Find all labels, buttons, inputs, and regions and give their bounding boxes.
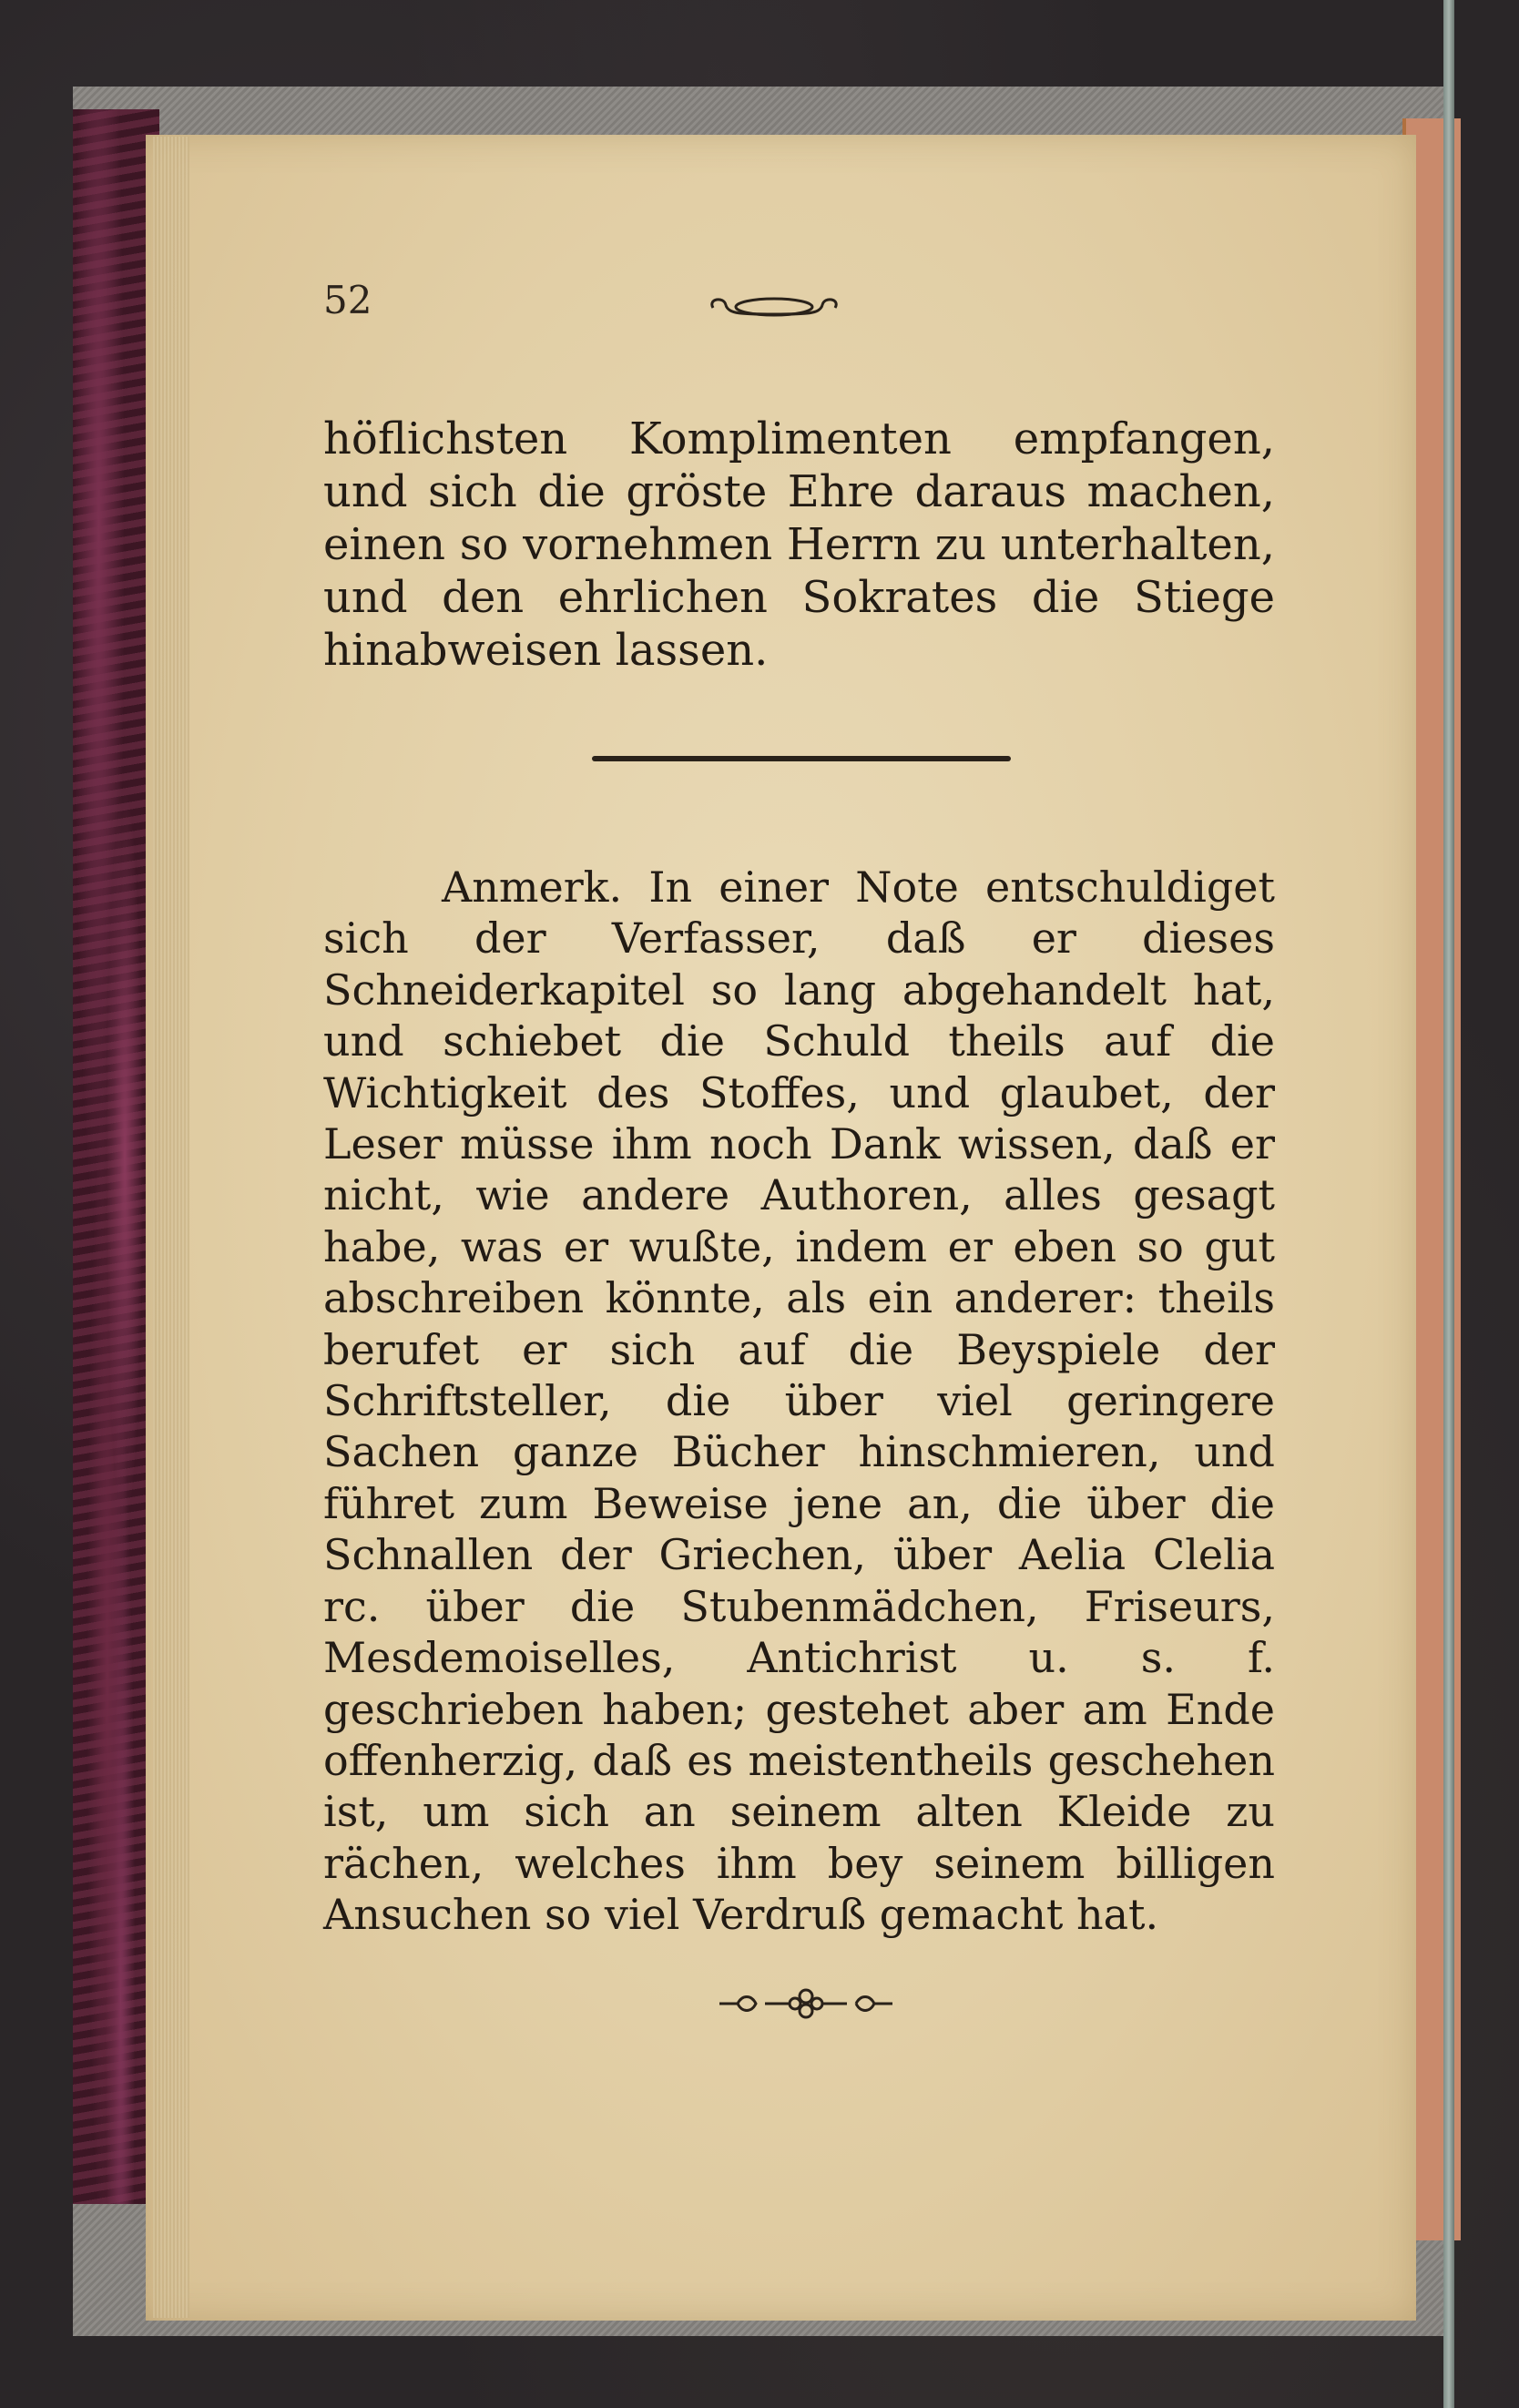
note-paragraph: Anmerk. In einer Note entschuldiget sich der Verfasser, daß er dieses Schneiderkapitel so lang abgehandelt hat, und schiebet die Schuld theils auf die Wichtigkeit des Stoffes, und glaubet, der Leser müsse ihm noch Dank wissen, daß er nicht, wie andere Authoren, alles gesagt habe, was er wußte, indem er eben so gut abschreiben könnte, als ein anderer: theils berufet er sich auf die Beyspiele der Schriftsteller, die über viel geringere Sachen ganze Bücher hinschmieren, und führet zum Beweise jene an, die über die Schnallen der Griechen, über Aelia Clelia rc. über die Stubenmädchen, Friseurs, Mesdemoiselles, Antichrist u. s. f. geschrieben haben; gestehet aber am Ende offenherzig, daß es meistentheils geschehen ist, um sich an seinem alten Kleide zu rächen, welches ihm bey seinem billigen Ansuchen so viel Verdruß gemacht hat. [323, 862, 1275, 1940]
footer-ornament-icon [715, 1985, 897, 2022]
page-number: 52 [323, 278, 372, 322]
main-paragraph: höflichsten Komplimenten empfangen, und sich die gröste Ehre daraus machen, einen so vornehmen Herrn zu unterhalten, und den ehrlichen Sokrates die Stiege hinabweisen lassen. [323, 413, 1275, 676]
glass-edge [1443, 0, 1454, 2408]
header-ornament-icon [706, 294, 842, 321]
page-header [323, 278, 1279, 332]
page-stack-edges [153, 137, 189, 2318]
section-divider [592, 756, 1011, 761]
